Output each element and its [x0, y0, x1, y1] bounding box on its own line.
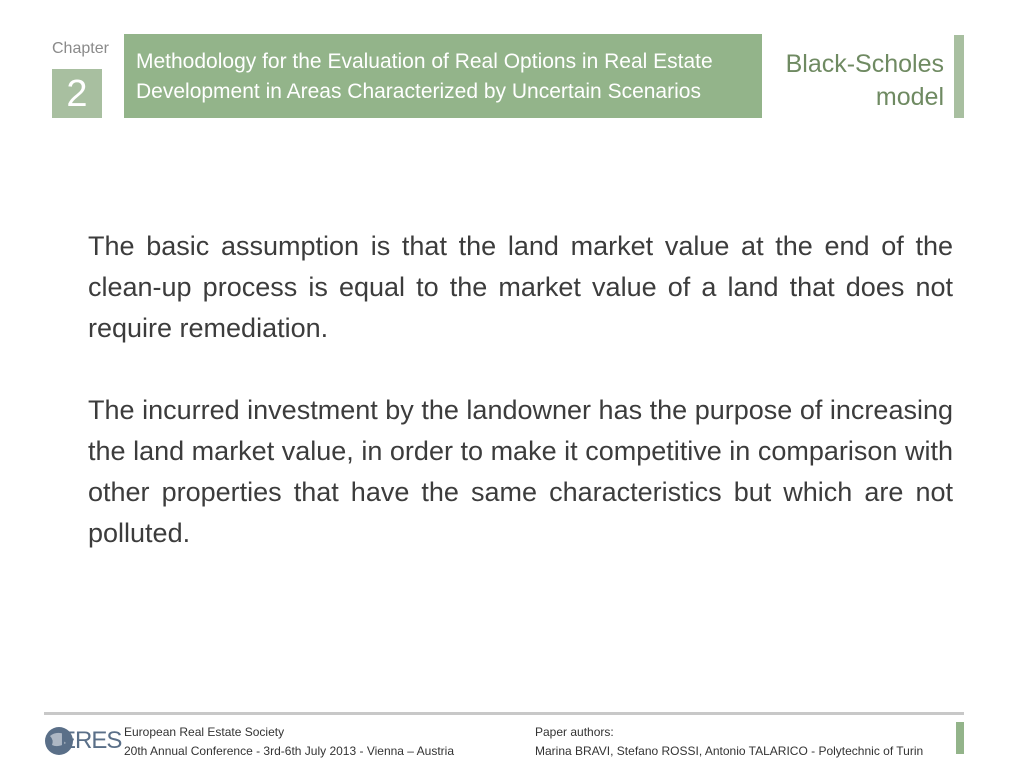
footer-authors-names: Marina BRAVI, Stefano ROSSI, Antonio TALARICO - Polytechnic of Turin	[535, 744, 924, 758]
slide-title	[124, 34, 762, 118]
topic-accent-bar	[954, 35, 964, 118]
footer-org-name: European Real Estate Society	[124, 725, 285, 739]
eres-logo-text: ERES	[60, 727, 122, 754]
chapter-number: 2	[52, 69, 102, 118]
footer-organization	[124, 723, 454, 761]
slide-title-line-1: Methodology for the Evaluation of Real Options in Real Estate	[136, 50, 713, 73]
footer-conference: 20th Annual Conference - 3rd-6th July 2013 - Vienna – Austria	[124, 744, 454, 758]
body-paragraph-2: The incurred investment by the landowner has the purpose of increasing the land market value, in order to make it competitive in comparison with other properties that have the same characteristics but which are not polluted.	[88, 395, 953, 548]
slide-title-line-2: Development in Areas Characterized by Uncertain Scenarios	[136, 80, 701, 103]
section-topic-line-1: Black-Scholes	[785, 50, 944, 78]
footer-accent-bar	[956, 722, 964, 754]
slide-body	[88, 226, 953, 595]
chapter-label: Chapter	[52, 40, 109, 57]
footer-authors-label: Paper authors:	[535, 725, 614, 739]
section-topic	[714, 48, 944, 114]
footer-authors	[535, 723, 923, 761]
body-paragraph-1: The basic assumption is that the land market value at the end of the clean-up process is equal to the market value of a land that does not require remediation.	[88, 231, 953, 343]
footer-divider	[44, 712, 964, 715]
section-topic-line-2: model	[875, 83, 944, 111]
